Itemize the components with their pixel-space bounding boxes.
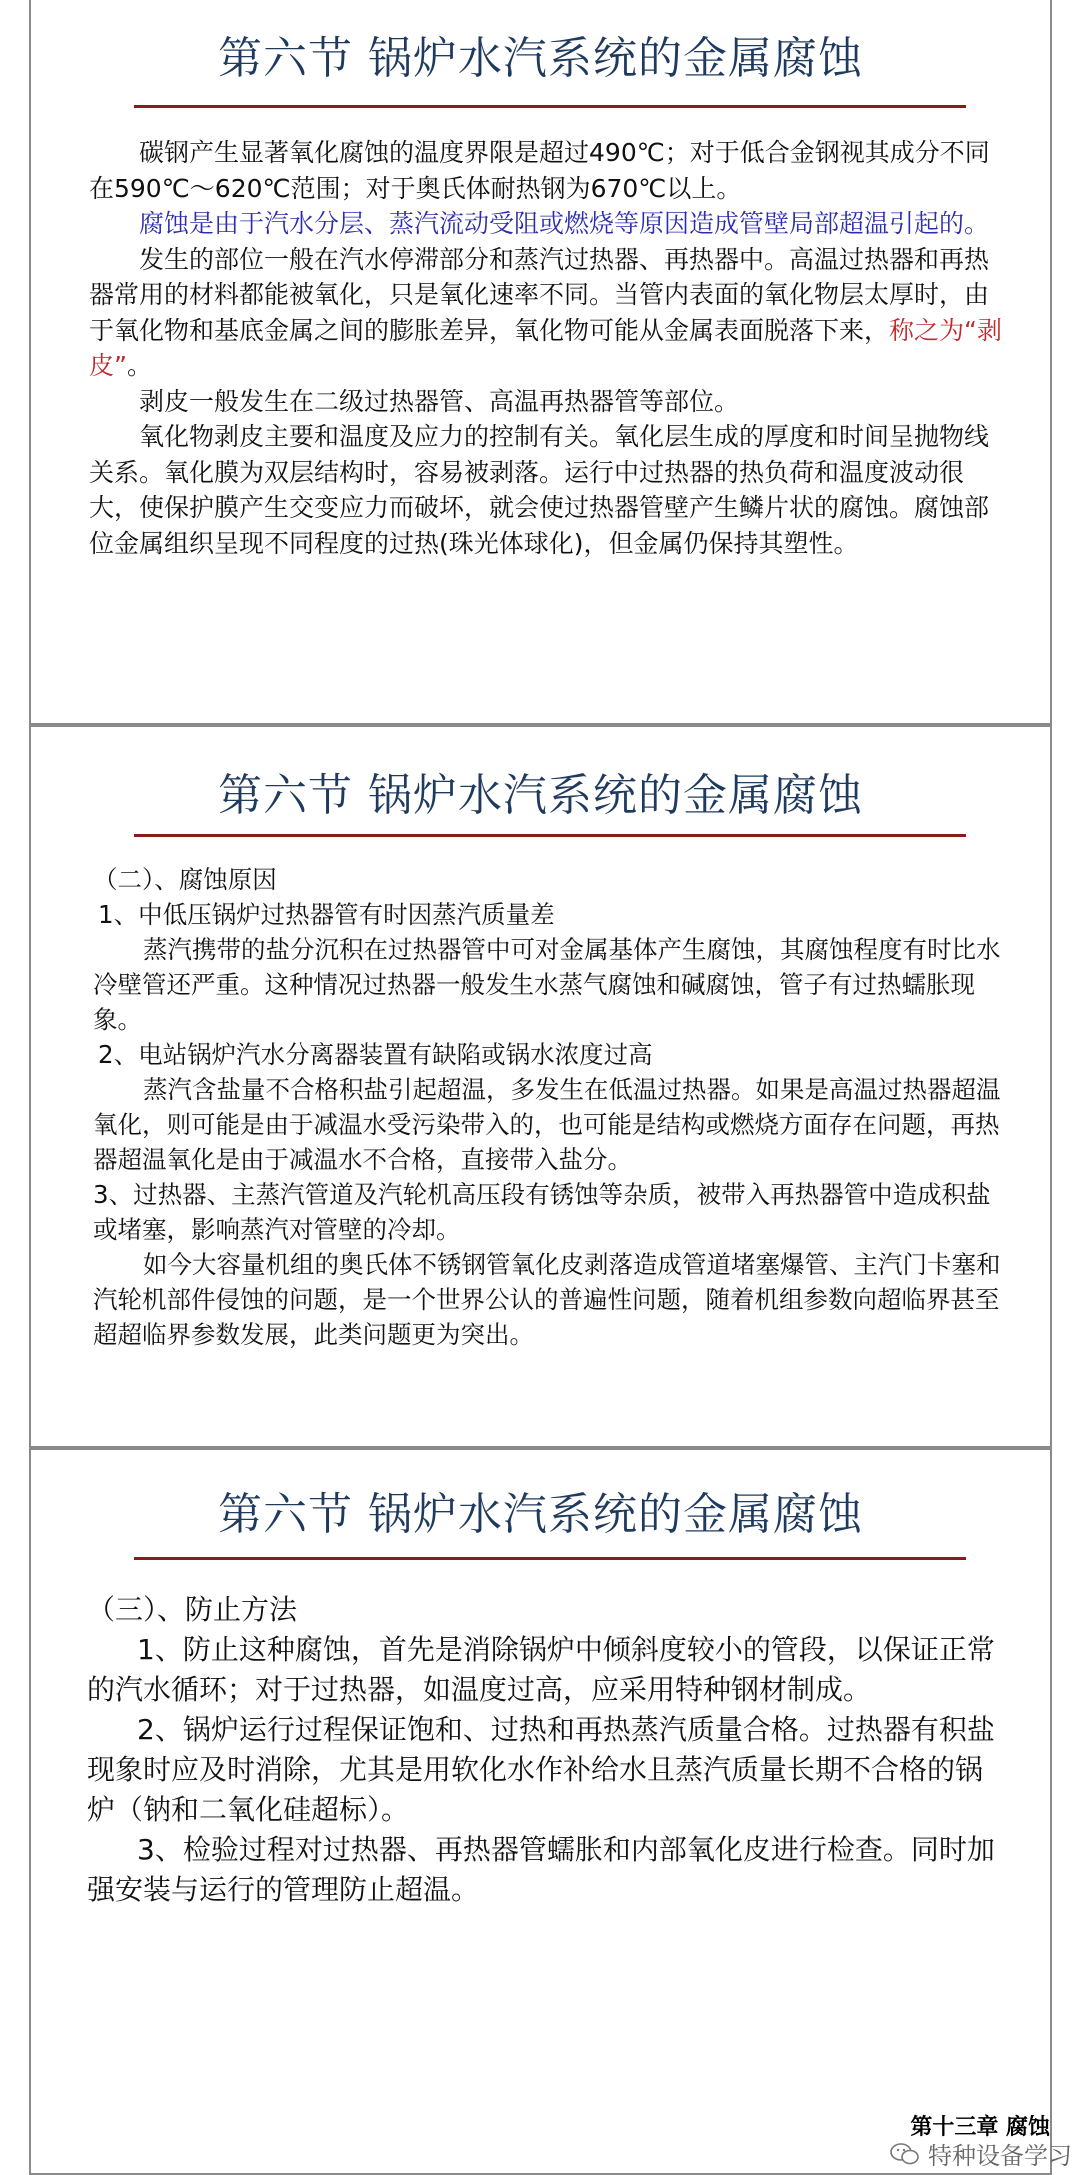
paragraph-text: 。 bbox=[126, 351, 152, 380]
paragraph: 2、锅炉运行过程保证饱和、过热和再热蒸汽质量合格。过热器有积盐现象时应及时消除，尤其是用软化水作补给水且蒸汽质量长期不合格的锅炉（钠和二氧化硅超标）。 bbox=[87, 1713, 995, 1826]
watermark-text: 特种设备学习 bbox=[928, 2142, 1072, 2170]
list-item-heading: 3、过热器、主蒸汽管道及汽轮机高压段有锈蚀等杂质，被带入再热器管中造成积盐或堵塞，影响蒸汽对管壁的冷却。 bbox=[93, 1180, 991, 1244]
title-rule bbox=[134, 834, 966, 837]
watermark bbox=[890, 2136, 1072, 2171]
paragraph: 3、检验过程对过热器、再热器管蠕胀和内部氧化皮进行检查。同时加强安装与运行的管理防止超温。 bbox=[87, 1833, 995, 1906]
paragraph: 氧化物剥皮主要和温度及应力的控制有关。氧化层生成的厚度和时间呈抛物线关系。氧化膜为双层结构时，容易被剥落。运行中过热器的热负荷和温度波动很大，使保护膜产生交变应力而破坏，就会使过热器管壁产生鳞片状的腐蚀。腐蚀部位金属组织呈现不同程度的过热(珠光体球化)，但金属仍保持其塑性。 bbox=[89, 422, 990, 558]
paragraph-highlight-red: 称之为“剥皮” bbox=[89, 315, 1002, 380]
paragraph-text: 发生的部位一般在汽水停滞部分和蒸汽过热器、再热器中。高温过热器和再热器常用的材料都能被氧化，只是氧化速率不同。当管内表面的氧化物层太厚时，由于氧化物和基底金属之间的膨胀差异，氧化物可能从金属表面脱落下来， bbox=[89, 244, 990, 345]
slide-3 bbox=[29, 1448, 1052, 2175]
slide-body bbox=[89, 135, 1010, 561]
paragraph: 剥皮一般发生在二级过热器管、高温再热器管等部位。 bbox=[139, 386, 740, 416]
slide-body bbox=[87, 1590, 995, 1910]
title-rule bbox=[134, 1557, 966, 1560]
slide-title: 第六节 锅炉水汽系统的金属腐蚀 bbox=[218, 770, 863, 821]
slide-title: 第六节 锅炉水汽系统的金属腐蚀 bbox=[218, 1489, 863, 1540]
paragraph: 1、防止这种腐蚀，首先是消除锅炉中倾斜度较小的管段，以保证正常的汽水循环；对于过热器，如温度过高，应采用特种钢材制成。 bbox=[87, 1633, 995, 1706]
title-rule bbox=[134, 105, 966, 108]
list-item-heading: 2、电站锅炉汽水分离器装置有缺陷或锅水浓度过高 bbox=[98, 1040, 653, 1069]
paragraph-highlight: 腐蚀是由于汽水分层、蒸汽流动受阻或燃烧等原因造成管壁局部超温引起的。 bbox=[139, 209, 990, 238]
slide-body bbox=[93, 862, 1010, 1352]
paragraph: 如今大容量机组的奥氏体不锈钢管氧化皮剥落造成管道堵塞爆管、主汽门卡塞和汽轮机部件侵蚀的问题，是一个世界公认的普遍性问题，随着机组参数向超临界甚至超超临界参数发展，此类问题更为突出。 bbox=[93, 1250, 1001, 1349]
section-heading: （三）、防止方法 bbox=[87, 1593, 298, 1626]
list-item-heading: 1、中低压锅炉过热器管有时因蒸汽质量差 bbox=[98, 900, 555, 929]
paragraph: 蒸汽携带的盐分沉积在过热器管中可对金属基体产生腐蚀，其腐蚀程度有时比水冷壁管还严重。这种情况过热器一般发生水蒸气腐蚀和碱腐蚀，管子有过热蠕胀现象。 bbox=[93, 935, 1001, 1034]
chapter-footer: 第十三章 腐蚀 bbox=[910, 2115, 1050, 2140]
slide-title: 第六节 锅炉水汽系统的金属腐蚀 bbox=[218, 33, 863, 84]
wechat-icon bbox=[890, 2142, 920, 2166]
paragraph: 蒸汽含盐量不合格积盐引起超温，多发生在低温过热器。如果是高温过热器超温氧化，则可能是由于减温水受污染带入的，也可能是结构或燃烧方面存在问题，再热器超温氧化是由于减温水不合格，直接带入盐分。 bbox=[93, 1075, 1001, 1174]
slide-1 bbox=[29, 0, 1052, 725]
paragraph: 碳钢产生显著氧化腐蚀的温度界限是超过490℃；对于低合金钢视其成分不同在590℃～620℃范围；对于奥氏体耐热钢为670℃以上。 bbox=[89, 138, 990, 203]
section-heading: （二）、腐蚀原因 bbox=[93, 865, 277, 894]
paragraph bbox=[89, 242, 1010, 384]
slide-2 bbox=[29, 725, 1052, 1448]
